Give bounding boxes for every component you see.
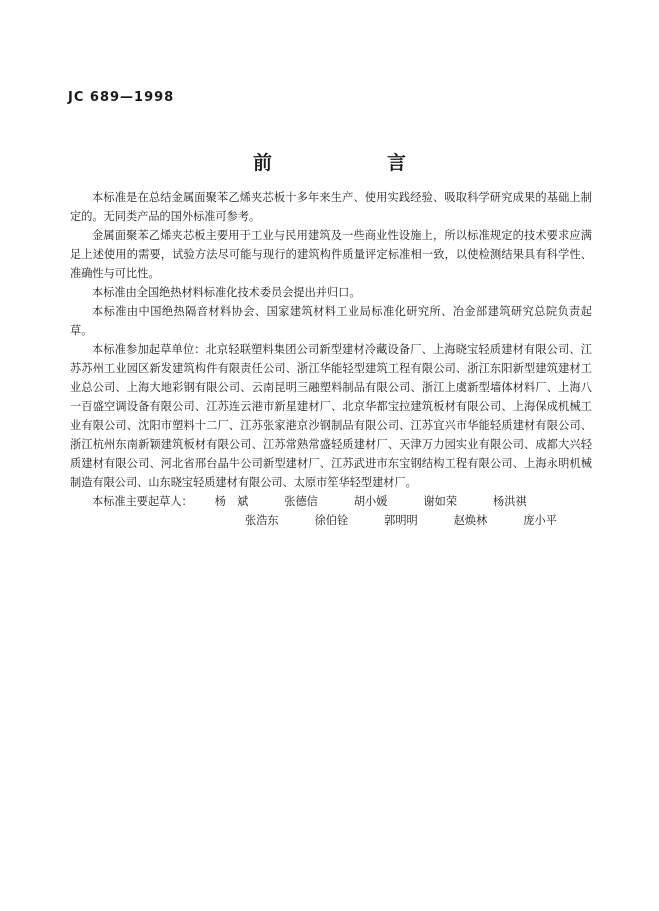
drafters-line-2 (70, 511, 592, 530)
foreword-body (70, 188, 592, 530)
paragraph-drafting-orgs: 本标准由中国绝热隔音材料协会、国家建筑材料工业局标准化研究所、冶金部建筑研究总院负责起草。 (70, 305, 592, 337)
drafter-name: 谢如荣 (423, 495, 458, 508)
paragraph-participating-units: 本标准参加起草单位：北京轻联塑料集团公司新型建材冷藏设备厂、上海晓宝轻质建材有限公司、江苏苏州工业园区新发建筑构件有限责任公司、浙江华能轻型建筑工程有限公司、浙江东阳新型建筑建材工业总公司、上海大地彩钢有限公司、云南昆明三融塑料制品有限公司、浙江上虞新型墙体材料厂、上海八一百盛空调设备有限公司、江苏连云港市新星建材厂、北京华都宝拉建筑板材有限公司、上海保成机械工业有限公司、沈阳市塑料十二厂、江苏张家港京沙钢制品有限公司、江苏宜兴市华能轻质建材有限公司、浙江杭州东南新颖建筑板材有限公司、江苏常熟常盛轻质建材厂、天津万力园实业有限公司、成都大兴轻质建材有限公司、河北省邢台晶牛公司新型建材厂、江苏武进市东宝钢结构工程有限公司、上海永明机械制造有限公司、山东晓宝轻质建材有限公司、太原市笙华轻型建材厂。 (70, 343, 592, 489)
drafter-name: 徐伯铨 (314, 514, 349, 527)
drafter-name: 杨洪祺 (493, 495, 527, 508)
standard-code: JC 689—1998 (68, 90, 175, 105)
drafters-label: 本标准主要起草人： (92, 495, 193, 508)
drafter-name: 杨 斌 (214, 495, 249, 508)
drafter-name: 郭明明 (384, 514, 418, 527)
drafters-line (70, 492, 592, 511)
drafter-name: 张浩东 (245, 514, 279, 527)
drafter-name: 张德信 (284, 495, 318, 508)
drafter-name: 赵焕林 (453, 514, 488, 527)
drafter-name: 胡小媛 (353, 495, 388, 508)
paragraph-proposer: 本标准由全国绝热材料标准化技术委员会提出并归口。 (92, 286, 361, 299)
paragraph-application: 金属面聚苯乙烯夹芯板主要用于工业与民用建筑及一些商业性设施上，所以标准规定的技术要求应满足上述使用的需要，试验方法尽可能与现行的建筑构件质量评定标准相一致，以使检测结果具有科学性、准确性与可比性。 (70, 229, 592, 280)
drafter-name: 庞小平 (523, 514, 557, 527)
paragraph-scope: 本标准是在总结金属面聚苯乙烯夹芯板十多年来生产、使用实践经验、吸取科学研究成果的基础上制定的。无同类产品的国外标准可参考。 (70, 191, 592, 223)
page-title: 前 言 (252, 152, 454, 174)
